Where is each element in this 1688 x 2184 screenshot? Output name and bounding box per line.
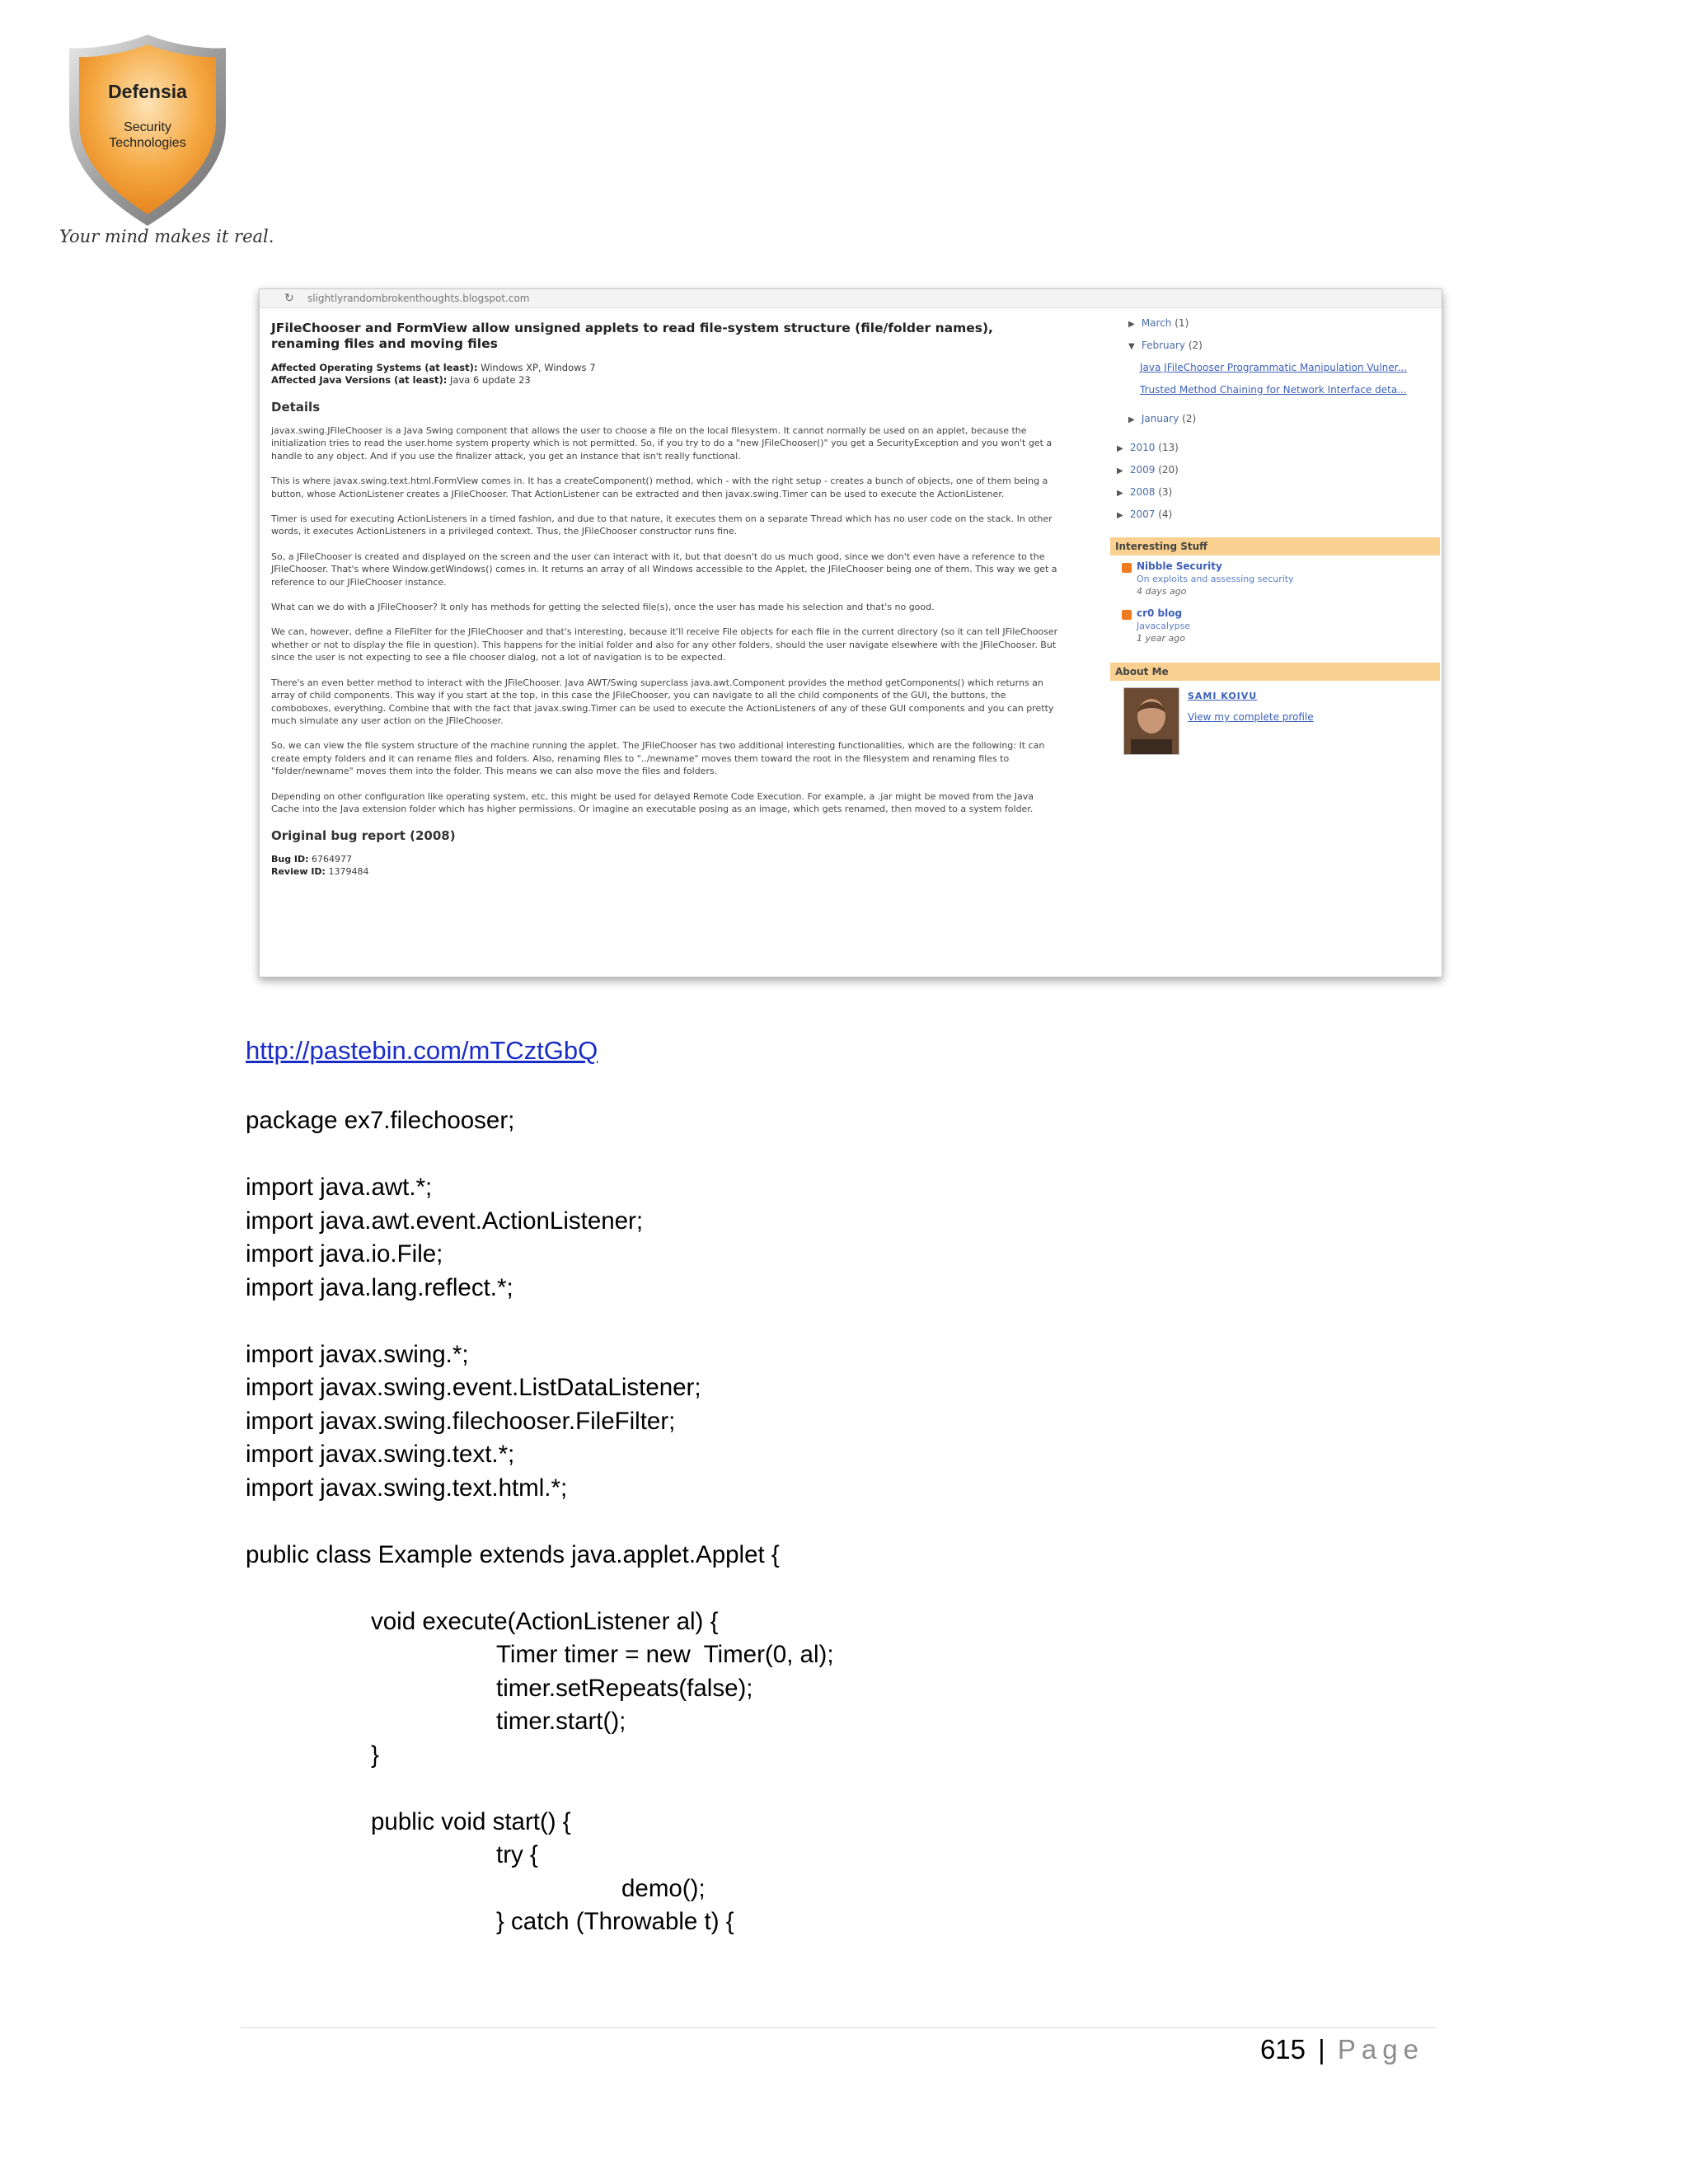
java-label: Affected Java Versions (at least): <box>271 374 448 386</box>
feed-age: 1 year ago <box>1137 633 1185 644</box>
review-id-label: Review ID: <box>271 866 326 878</box>
post-paragraph: What can we do with a JFileChooser? It only has methods for getting the selected file(s), once the user has made his selection and that's no good. <box>271 602 935 613</box>
post-paragraph: We can, however, define a FileFilter for the JFileChooser and that's interesting, because it'll receive File objects for each file in the current directory (so it can tell JFileChooser whether or not to display the file in question). This happens for the initial folder and also for any other folders, should the user navigate elsewhere with the JFileChooser. But since the user is not expecting to see a file chooser dialog, not a lot of navigation is to be expected. <box>271 626 1058 663</box>
code-line: import java.io.File; <box>246 1240 443 1268</box>
feed-description: Javacalypse <box>1137 621 1191 631</box>
os-label: Affected Operating Systems (at least): <box>271 362 478 373</box>
archive-post-link[interactable]: Trusted Method Chaining for Network Interface deta... <box>1140 384 1407 396</box>
page-number: 615 <box>1259 2034 1306 2064</box>
archive-month-february[interactable]: ▼ February (2) <box>1117 335 1440 357</box>
post-paragraph: javax.swing.JFileChooser is a Java Swing component that allows the user to choose a file on the local filesystem. It cannot normally be used on an applet, because the initialization tries to read the user.home system property which is not permitted. So, if you try to do a "new JFileChooser()" you get a SecurityException and you won't get a handle to any object. And if you use the finalizer attack, you get an instance that isn't really functional. <box>271 425 1053 462</box>
code-line: import java.lang.reflect.*; <box>246 1273 513 1301</box>
blogger-icon <box>1122 610 1132 620</box>
post-meta <box>271 362 1062 387</box>
feed-name: Nibble Security <box>1137 560 1222 572</box>
triangle-right-icon: ▶ <box>1117 511 1123 520</box>
feed-item[interactable] <box>1117 560 1440 598</box>
blogger-icon <box>1122 563 1132 573</box>
author-name[interactable]: SAMI KOIVU <box>1188 691 1258 701</box>
code-line: timer.start(); <box>496 1708 626 1735</box>
tagline: Your mind makes it real. <box>59 227 274 246</box>
feed-age: 4 days ago <box>1137 586 1187 597</box>
code-line: package ex7.filechooser; <box>246 1107 515 1134</box>
post-title: JFileChooser and FormView allow unsigned applets to read file-system structure (file/folder names), renaming files and moving files <box>271 321 993 351</box>
archive-post-link[interactable]: Java JFileChooser Programmatic Manipulation Vulner... <box>1140 362 1407 373</box>
code-line <box>246 1505 834 1539</box>
archive-year-2008[interactable]: ▶ 2008 (3) <box>1117 481 1440 504</box>
company-logo <box>61 31 234 229</box>
code-line: } catch (Throwable t) { <box>496 1908 734 1935</box>
code-line: void execute(ActionListener al) { <box>371 1607 719 1635</box>
code-line: demo(); <box>621 1874 706 1902</box>
bug-meta <box>271 853 1062 878</box>
footer-divider <box>241 2027 1436 2028</box>
code-line: public void start() { <box>371 1807 571 1835</box>
code-line: import javax.swing.text.html.*; <box>246 1474 568 1502</box>
triangle-right-icon: ▶ <box>1117 466 1123 476</box>
reload-icon: ↻ <box>284 292 294 305</box>
archive-month-march[interactable]: ▶ March (1) <box>1117 312 1440 335</box>
page-footer <box>1260 2034 1424 2065</box>
bug-report-heading: Original bug report (2008) <box>271 828 456 844</box>
details-heading: Details <box>271 400 321 415</box>
about-me-heading: About Me <box>1110 663 1440 681</box>
code-line: import java.awt.event.ActionListener; <box>246 1207 644 1235</box>
code-line <box>246 1772 834 1806</box>
post-paragraph: Timer is used for executing ActionListeners in a timed fashion, and due to that nature, it executes them on a separate Thread which has no user code on the stack. In other words, it executes ActionListeners in a privileged context. Thus, the JFileChooser constructor runs fine. <box>271 513 1053 537</box>
java-value: Java 6 update 23 <box>450 374 531 386</box>
post-paragraph: This is where javax.swing.text.html.FormView comes in. It has a createComponent() method, which - with the right setup - creates a bunch of objects, one of them being a button, whose ActionListener creates a JFileChooser. That ActionListener can be extracted and then javax.swing.Timer can be used to execute the ActionListener. <box>271 476 1048 499</box>
blog-post <box>271 321 1062 878</box>
bug-id-label: Bug ID: <box>271 854 309 865</box>
about-me <box>1117 681 1440 763</box>
code-line: import javax.swing.filechooser.FileFilter; <box>246 1407 676 1435</box>
interesting-stuff-heading: Interesting Stuff <box>1110 537 1440 555</box>
triangle-right-icon: ▶ <box>1128 320 1135 329</box>
post-paragraph: So, a JFileChooser is created and displayed on the screen and the user can interact with it, but that doesn't do us much good, since we don't even have a reference to the JFileChooser. That's where Window.getWindows() comes in. It returns an array of all Windows accessible to the Applet, the JFileChooser being one of them. This way we get a reference to our JFileChooser instance. <box>271 551 1057 588</box>
code-line: try { <box>496 1841 538 1868</box>
footer-separator: | <box>1318 2034 1325 2064</box>
archive-year-2010[interactable]: ▶ 2010 (13) <box>1117 437 1440 459</box>
code-line: import javax.swing.text.*; <box>246 1441 515 1468</box>
blog-screenshot <box>259 288 1442 977</box>
pastebin-link[interactable]: http://pastebin.com/mTCztGbQ <box>246 1036 598 1065</box>
code-line <box>246 1572 834 1605</box>
avatar <box>1123 687 1179 755</box>
logo-subtitle: Technologies <box>109 136 186 150</box>
bug-id-value: 6764977 <box>312 854 353 865</box>
logo-subtitle: Security <box>124 120 171 134</box>
review-id-value: 1379484 <box>328 866 369 878</box>
profile-link[interactable]: View my complete profile <box>1188 711 1314 723</box>
code-line: import javax.swing.*; <box>246 1340 469 1368</box>
code-listing <box>246 1104 834 1939</box>
post-paragraph: There's an even better method to interact with the JFileChooser. Java AWT/Swing superclass java.awt.Component provides the method getComponents() which returns an array of child components. This way if you start at the top, in this case the JFileChooser, you can navigate to all the child components of the GUI, the buttons, the comboboxes, everything. Combine that with the fact that javax.swing.Timer can be used to execute the ActionListeners of any of these GUI components and you can pretty much simulate any user action on the JFileChooser. <box>271 677 1054 726</box>
blog-sidebar <box>1117 312 1440 763</box>
os-value: Windows XP, Windows 7 <box>481 362 596 373</box>
code-line: Timer timer = new Timer(0, al); <box>496 1641 834 1668</box>
archive-year-2009[interactable]: ▶ 2009 (20) <box>1117 459 1440 481</box>
triangle-down-icon: ▼ <box>1128 342 1135 351</box>
triangle-right-icon: ▶ <box>1128 415 1135 424</box>
code-line: timer.setRepeats(false); <box>496 1674 753 1702</box>
code-line: } <box>371 1741 379 1769</box>
triangle-right-icon: ▶ <box>1117 444 1123 453</box>
code-line <box>246 1305 834 1338</box>
feed-description: On exploits and assessing security <box>1137 574 1294 584</box>
feed-item[interactable] <box>1117 607 1440 644</box>
code-line: import java.awt.*; <box>246 1174 433 1201</box>
code-line: import javax.swing.event.ListDataListener; <box>246 1374 701 1401</box>
post-paragraph: So, we can view the file system structure of the machine running the applet. The JFileChooser has two additional interesting functionalities, which are the following: It can create empty folders and it can rename files and folders. Also, renaming files to "../newname" moves them toward the root in the filesystem and renaming files to "folder/newname" moves them into the folder. This means we can also move the files and folders. <box>271 740 1045 777</box>
archive-month-january[interactable]: ▶ January (2) <box>1117 408 1440 430</box>
triangle-right-icon: ▶ <box>1117 489 1123 498</box>
code-line: public class Example extends java.applet.Applet { <box>246 1540 780 1568</box>
post-paragraph: Depending on other configuration like operating system, etc, this might be used for delayed Remote Code Execution. For example, a .jar might be moved from the Java Cache into the Java extension folder which has higher permissions. Or imagine an executable posing as an image, which gets renamed, then moved to a system folder. <box>271 790 1034 814</box>
page-label: Page <box>1337 2034 1424 2064</box>
logo-name: Defensia <box>108 81 187 102</box>
address-bar <box>260 289 1442 308</box>
archive-year-2007[interactable]: ▶ 2007 (4) <box>1117 504 1440 526</box>
feed-name: cr0 blog <box>1137 607 1183 619</box>
code-line <box>246 1138 834 1172</box>
address-url: slightlyrandombrokenthoughts.blogspot.com <box>307 293 530 304</box>
